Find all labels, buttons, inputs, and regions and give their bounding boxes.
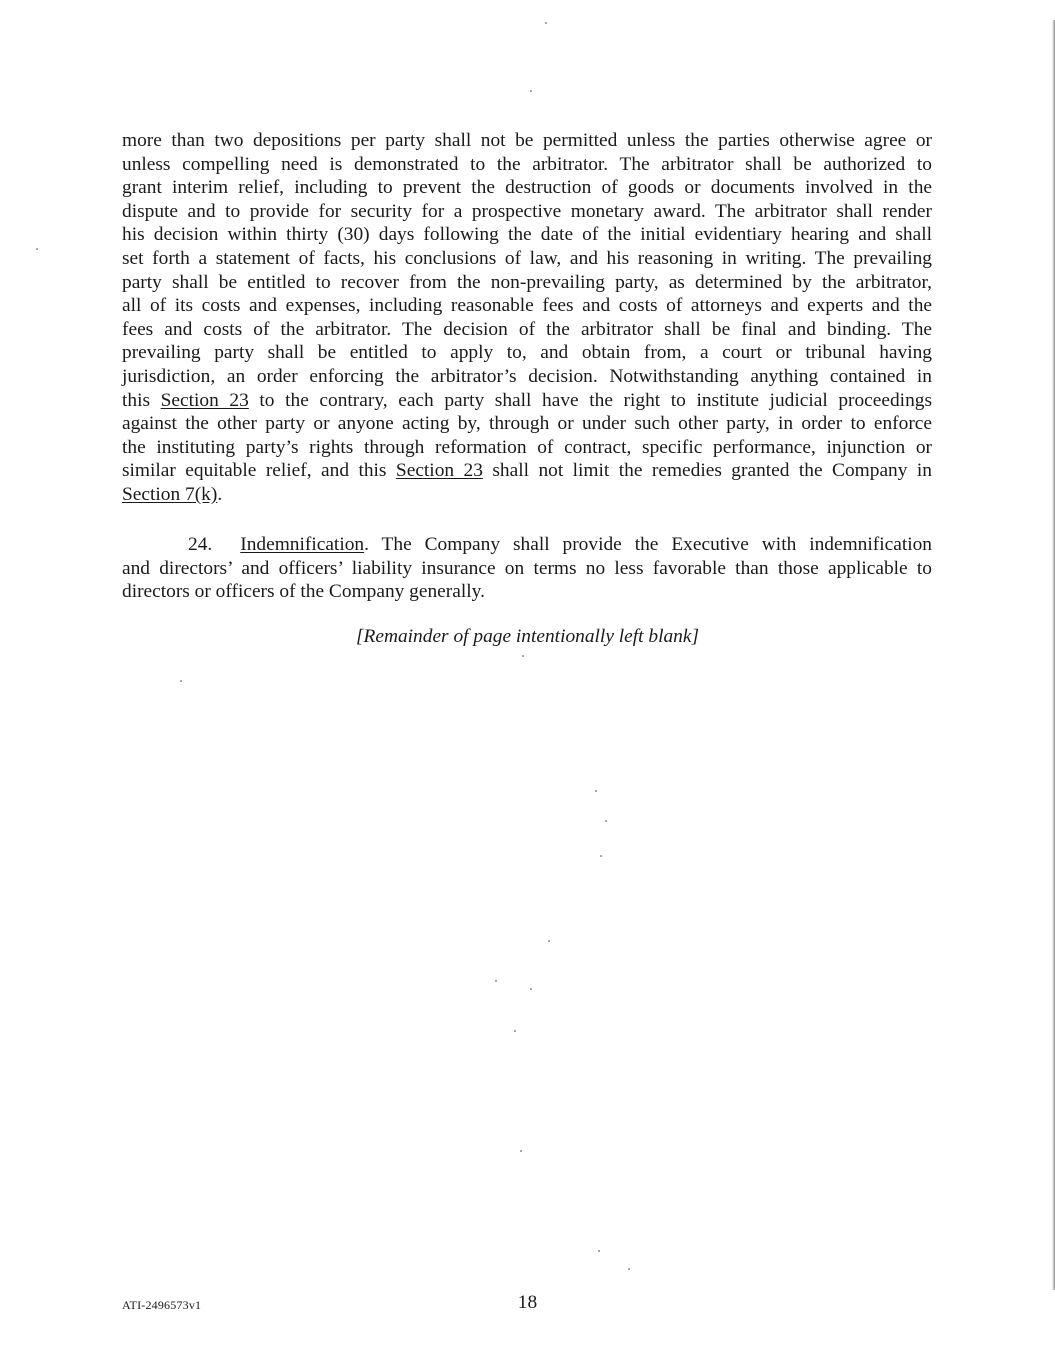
paragraph-line [122,483,932,507]
paragraph-line: party shall be entitled to recover from the non-prevailing party, as determined by the arbitrator, [122,271,932,293]
paragraph-line: against the other party or anyone acting by, through or under such other party, in order to enforce [122,413,932,435]
scan-speck [520,1150,522,1152]
document-id: ATI-2496573v1 [122,1298,202,1312]
scan-speck [605,820,607,822]
paragraph-line [122,533,932,557]
paragraph-line: all of its costs and expenses, including reasonable fees and costs of attorneys and experts and the [122,295,932,317]
paragraph-line: prevailing party shall be entitled to apply to, and obtain from, a court or tribunal having [122,342,932,364]
page-number: 18 [517,1292,538,1313]
scan-speck [545,22,547,24]
paragraph-line: fees and costs of the arbitrator. The decision of the arbitrator shall be final and binding. The [122,318,932,340]
text-run: this [122,389,161,411]
paragraph-line: jurisdiction, an order enforcing the arbitrator’s decision. Notwithstanding anything contained in [122,365,932,387]
section-23-reference: Section 23 [160,389,249,411]
scan-speck [628,1268,630,1270]
paragraph-line: directors or officers of the Company generally. [122,581,485,603]
paragraph-line: his decision within thirty (30) days following the date of the initial evidentiary hearing and shall [122,224,932,246]
remainder-blank-note: [Remainder of page intentionally left blank] [355,626,700,647]
scan-speck [595,790,597,792]
paragraph-line: set forth a statement of facts, his conclusions of law, and his reasoning in writing. The prevailing [122,247,932,269]
scan-speck [522,655,524,657]
scan-speck [530,90,532,92]
arbitration-paragraph [122,129,932,507]
scan-speck [548,940,550,942]
text-run: similar equitable relief, and this [122,460,396,482]
text-run: . [217,483,223,505]
section-number: 24. [188,534,213,555]
paragraph-line: grant interim relief, including to prevent the destruction of goods or documents involved in the [122,177,932,199]
scan-speck [598,1250,600,1252]
section-23-reference: Section 23 [395,460,483,482]
indemnification-paragraph [122,533,932,604]
scan-speck [530,988,532,990]
text-run: shall not limit the remedies granted the Company in [482,460,932,482]
scan-speck [495,980,497,982]
section-heading: Indemnification [240,534,365,555]
scan-speck [600,855,602,857]
paragraph-line [122,389,932,413]
paragraph-line: unless compelling need is demonstrated to the arbitrator. The arbitrator shall be authorized to [122,153,932,175]
paragraph-line: the instituting party’s rights through reformation of contract, specific performance, injunction or [122,436,932,458]
scan-speck [180,680,182,682]
paragraph-line: more than two depositions per party shall not be permitted unless the parties otherwise agree or [122,130,932,151]
scan-speck [36,248,38,250]
text-run: to the contrary, each party shall have the right to institute judicial proceedings [248,389,933,411]
scan-speck [514,1030,516,1032]
text-run: . The Company shall provide the Executive with indemnification [364,534,932,555]
section-7k-reference: Section 7(k) [122,483,218,505]
paragraph-line: and directors’ and officers’ liability insurance on terms no less favorable than those applicable to [122,557,932,579]
paragraph-line [122,459,932,483]
paragraph-line: dispute and to provide for security for a prospective monetary award. The arbitrator shall render [122,200,932,222]
